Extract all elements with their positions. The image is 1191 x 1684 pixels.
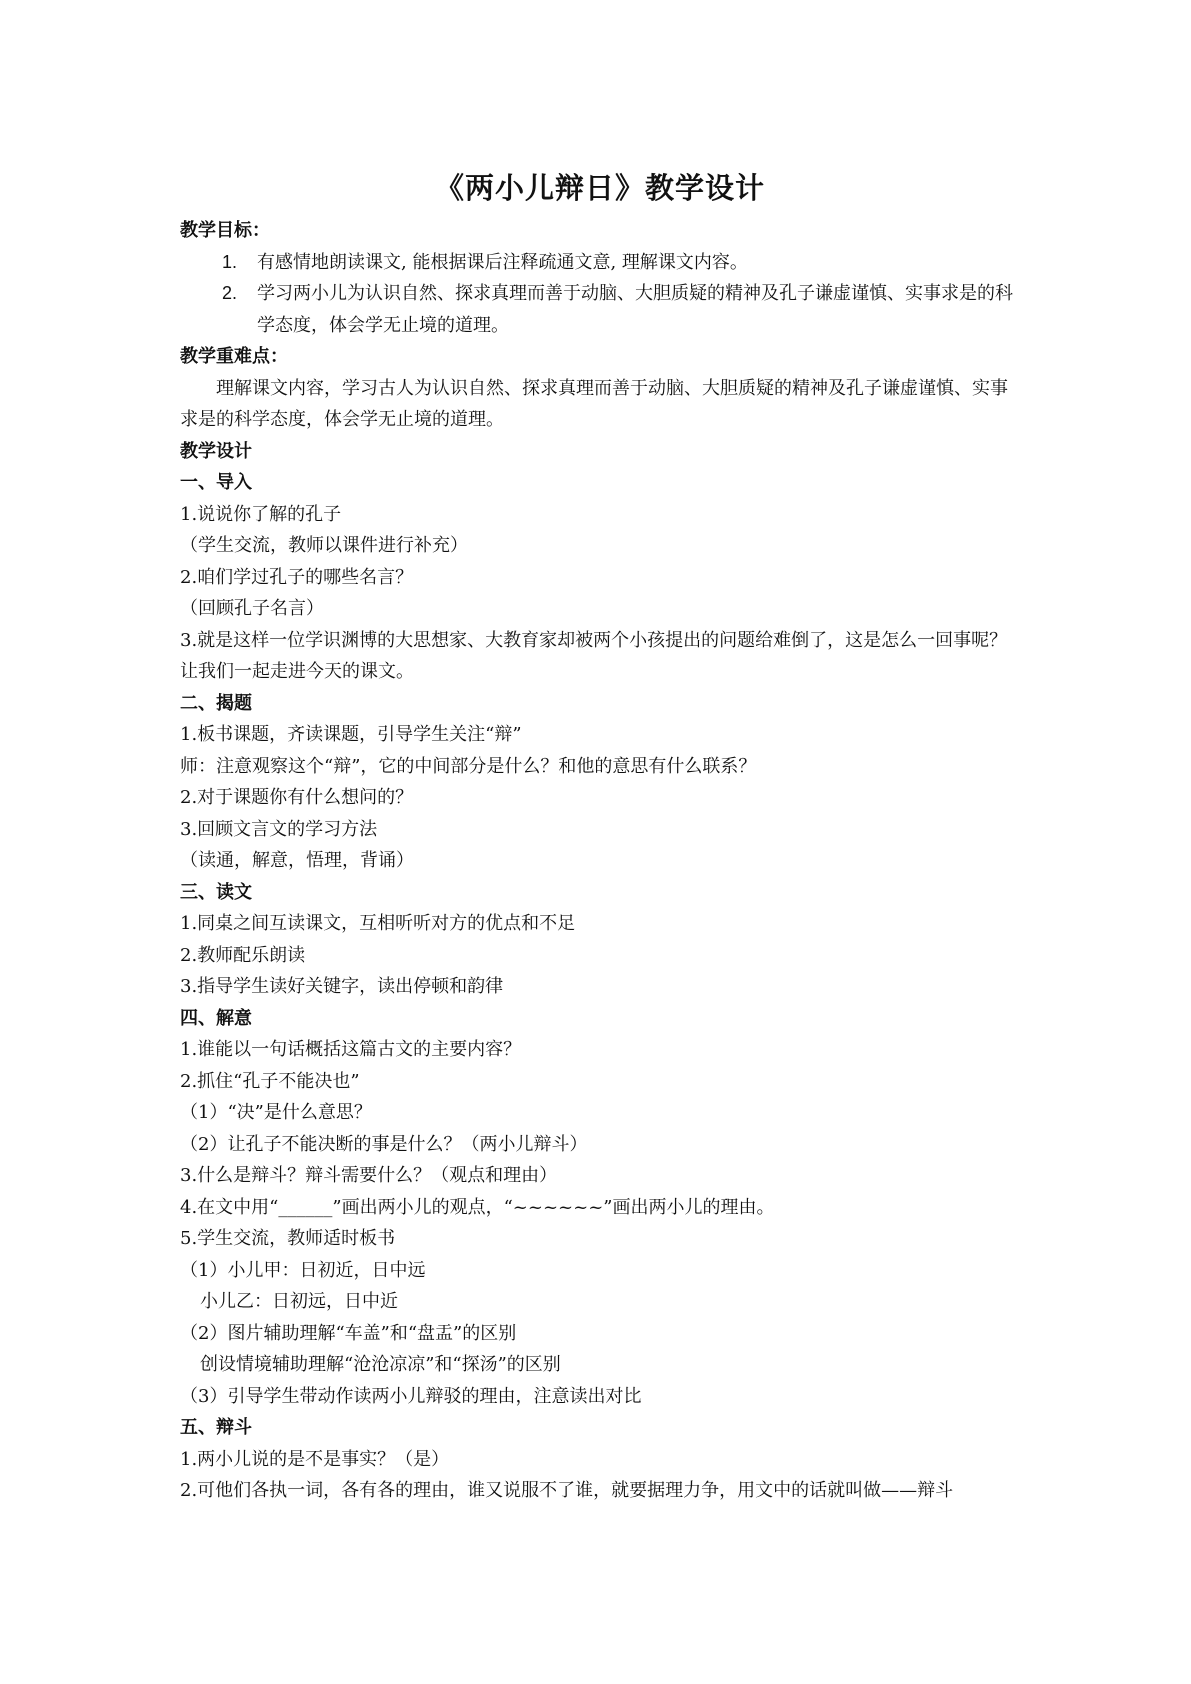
section-line: （3）引导学生带动作读两小儿辩驳的理由，注意读出对比 [180, 1385, 642, 1407]
section-line: 1.说说你了解的孔子 [180, 503, 342, 525]
objective-number: 1. [222, 251, 238, 272]
section-line: （读通，解意，悟理，背诵） [180, 850, 414, 871]
section-line: 2.教师配乐朗读 [180, 944, 306, 966]
section-line: （2）让孔子不能决断的事是什么？（两小儿辩斗） [180, 1133, 588, 1155]
section-line: 1.同桌之间互读课文，互相听听对方的优点和不足 [180, 913, 576, 934]
section-heading: 一、导入 [180, 472, 252, 493]
objective-text: 有感情地朗读课文, 能根据课后注释疏通文意, 理解课文内容。 [257, 251, 748, 273]
section-line: 师：注意观察这个“辩”，它的中间部分是什么？和他的意思有什么联系？ [180, 755, 757, 777]
section-line: 3.就是这样一位学识渊博的大思想家、大教育家却被两个小孩提出的问题给难倒了，这是怎么一回事呢？让我们一起走进今天的课文。 [180, 629, 1008, 682]
document-title: 《两小儿辩日》教学设计 [434, 171, 765, 205]
section-line: 3.回顾文言文的学习方法 [180, 818, 378, 840]
section-line: 2.抓住“孔子不能决也” [180, 1070, 360, 1092]
section-line: （2）图片辅助理解“车盖”和“盘盂”的区别 [180, 1322, 517, 1344]
objective-number: 2. [222, 283, 238, 303]
section-line: （学生交流，教师以课件进行补充） [180, 535, 468, 556]
objective-item [180, 247, 1020, 279]
section-line: 5.学生交流，教师适时板书 [180, 1228, 396, 1249]
section-heading: 四、解意 [180, 1007, 252, 1029]
section-line: （1）小儿甲：日初近，日中远 [180, 1259, 426, 1281]
section-line: 3.指导学生读好关键字，读出停顿和韵律 [180, 976, 504, 997]
section-heading: 五、辩斗 [180, 1417, 252, 1438]
section-line: 1.板书课题，齐读课题，引导学生关注“辩” [180, 724, 522, 745]
section-line: （1）“决”是什么意思？ [180, 1102, 372, 1123]
key-points-heading: 教学重难点： [180, 346, 288, 367]
section-line: 4.在文中用“______”画出两小儿的观点，“~~~~~~”画出两小儿的理由。 [180, 1196, 775, 1218]
design-heading: 教学设计 [180, 440, 252, 462]
objectives-heading: 教学目标： [180, 220, 270, 241]
section-line: 小儿乙：日初远，日中近 [200, 1291, 398, 1312]
objective-item [180, 278, 1020, 341]
section-line: （回顾孔子名言） [180, 598, 324, 619]
section-heading: 二、揭题 [180, 692, 252, 714]
objective-text: 学习两小儿为认识自然、探求真理而善于动脑、大胆质疑的精神及孔子谦虚谨慎、实事求是的科学态度，体会学无止境的道理。 [257, 283, 1013, 336]
key-points-text: 理解课文内容，学习古人为认识自然、探求真理而善于动脑、大胆质疑的精神及孔子谦虚谨慎、实事求是的科学态度，体会学无止境的道理。 [180, 377, 1008, 430]
section-line: 2.咱们学过孔子的哪些名言？ [180, 566, 414, 588]
section-heading: 三、读文 [180, 881, 252, 903]
section-line: 3.什么是辩斗？辩斗需要什么？（观点和理由） [180, 1165, 558, 1186]
section-line: 1.两小儿说的是不是事实？（是） [180, 1448, 450, 1470]
section-line: 创设情境辅助理解“沧沧凉凉”和“探汤”的区别 [200, 1354, 561, 1375]
section-line: 2.对于课题你有什么想问的？ [180, 787, 414, 808]
document-page [180, 165, 1020, 1507]
section-line: 2.可他们各执一词，各有各的理由，谁又说服不了谁，就要据理力争，用文中的话就叫做——辩斗 [180, 1480, 954, 1501]
section-line: 1.谁能以一句话概括这篇古文的主要内容？ [180, 1039, 522, 1060]
